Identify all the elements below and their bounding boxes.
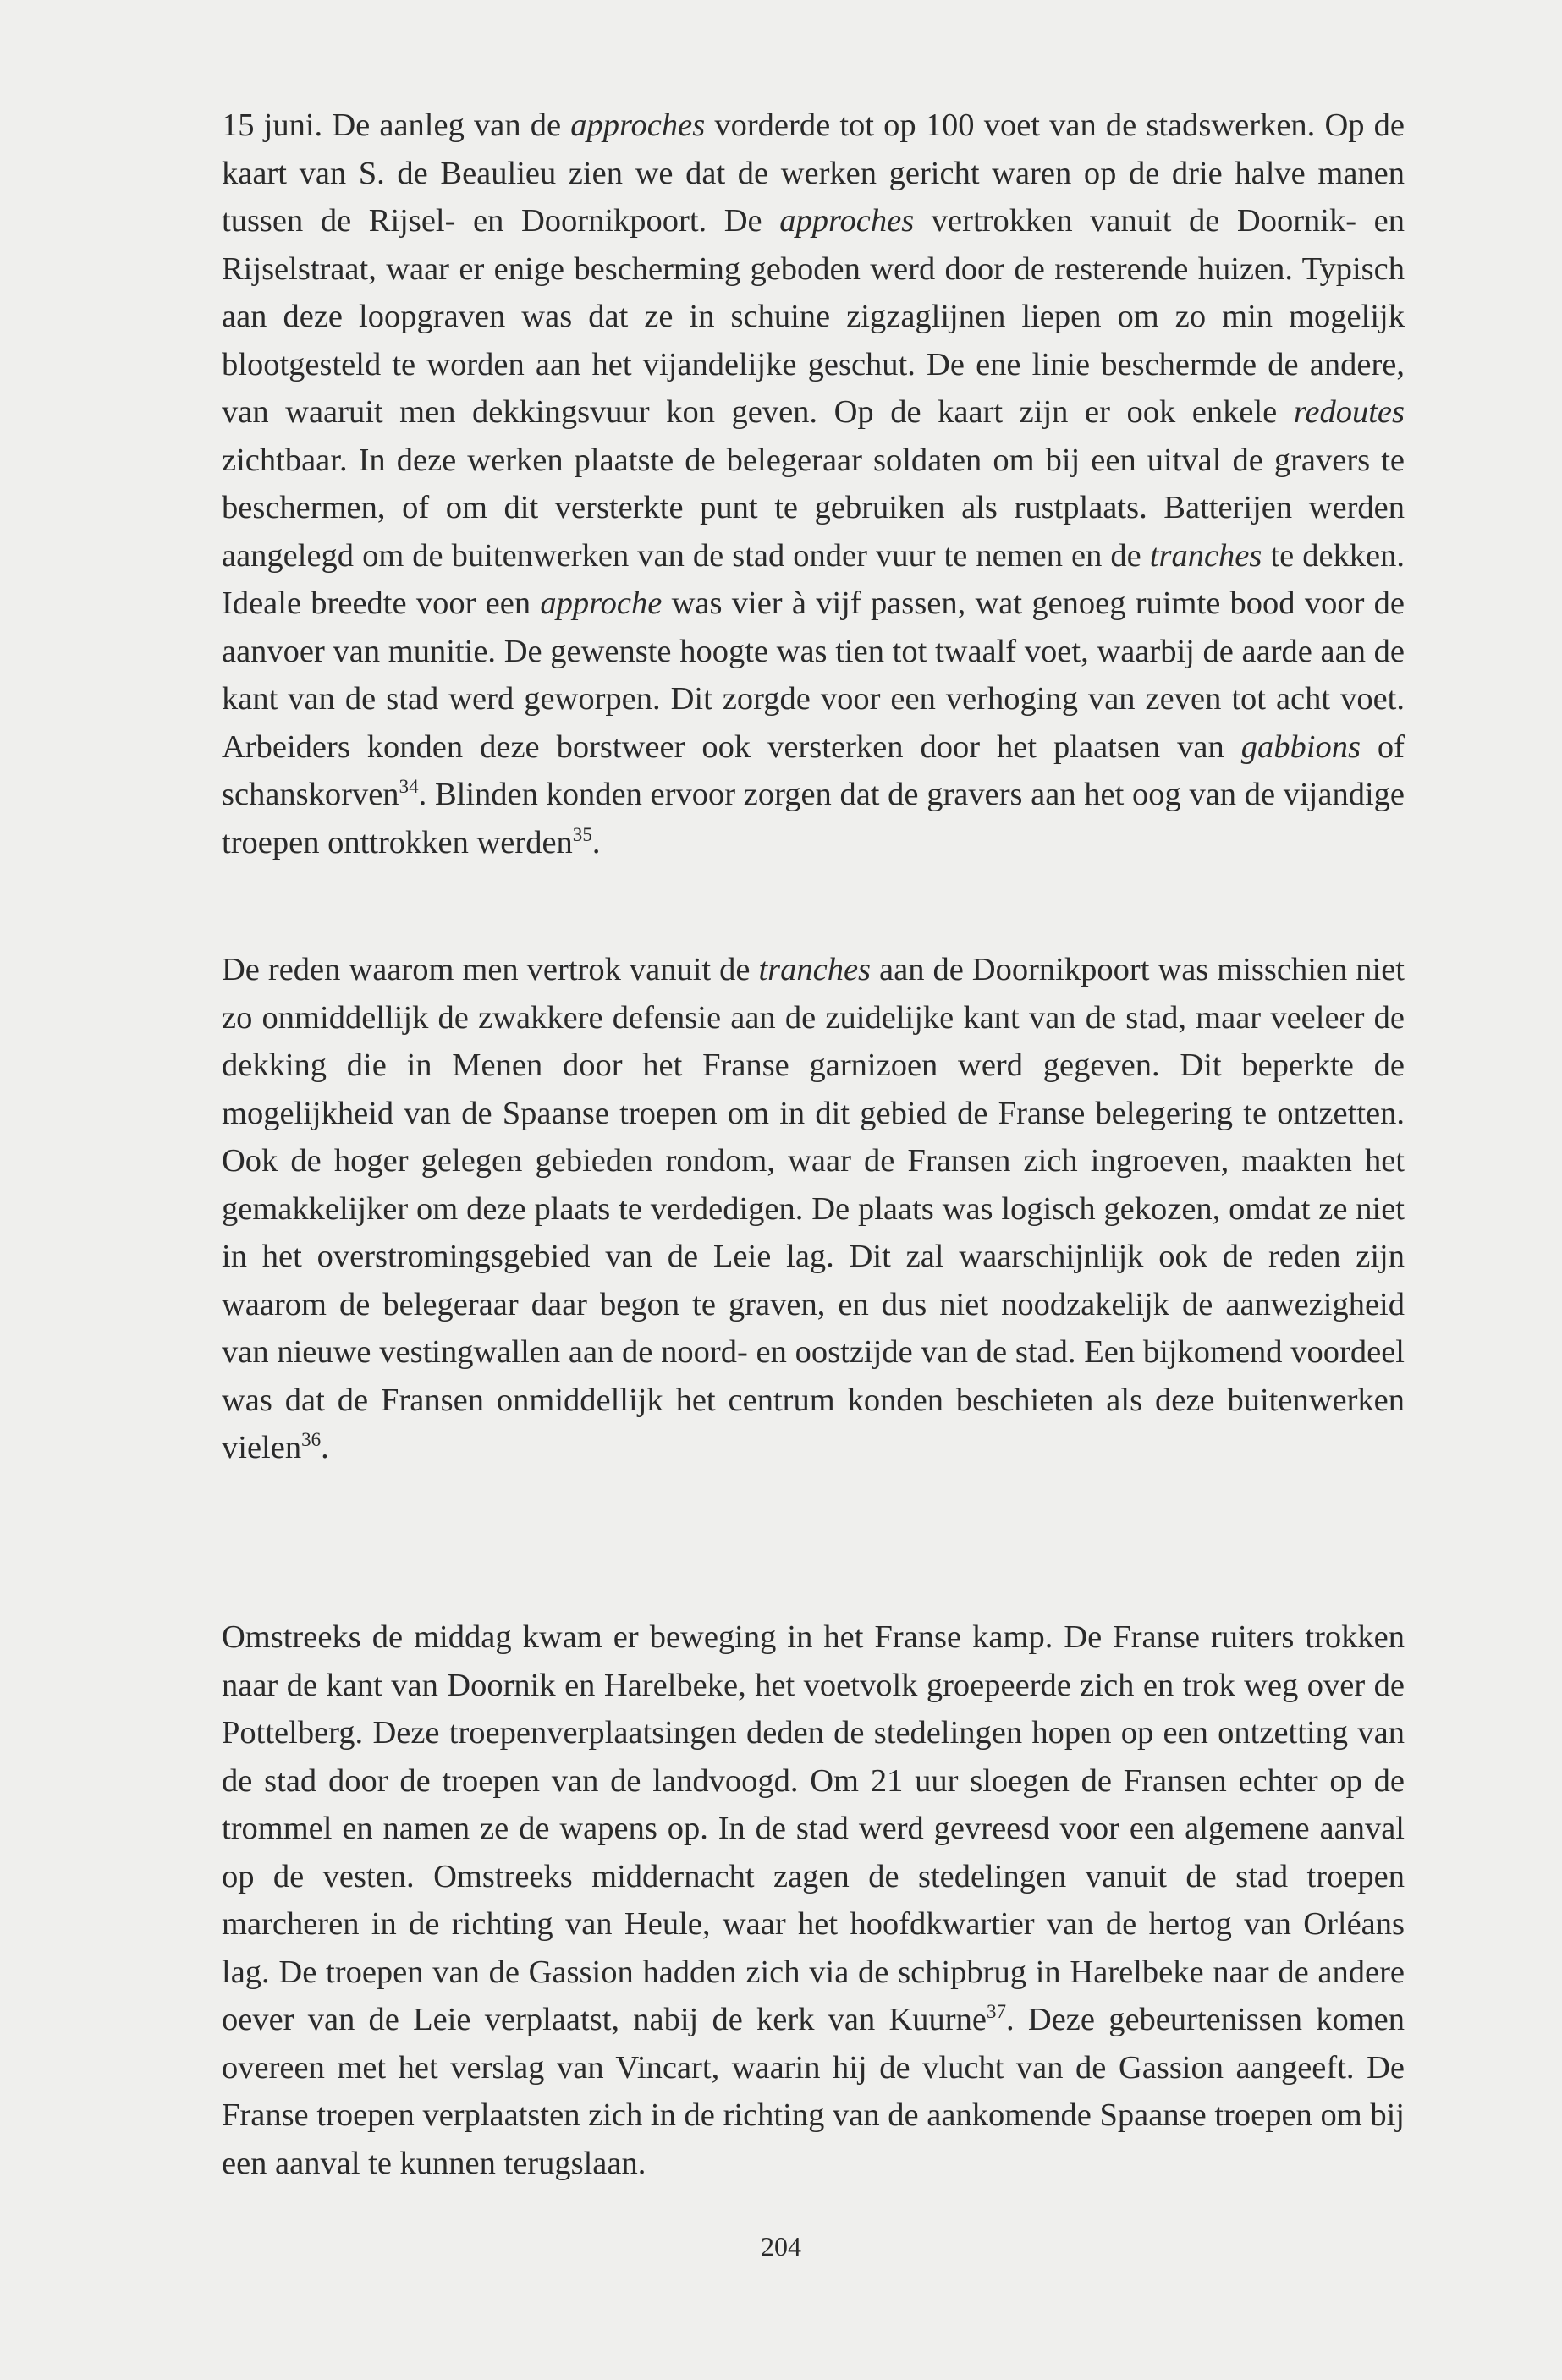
paragraph-text: [222, 102, 1405, 866]
text-run: aan de Doornikpoort was misschien niet zo onmiddellijk de zwakkere defensie aan de zuidelijke kant van de stad, maar veeleer de dekking die in Menen door het Franse garnizoen werd gegeven. Dit beperkte de mogelijkheid van de Spaanse troepen om in dit gebied de Franse belegering te ontzetten. Ook de hoger gelegen gebieden rondom, waar de Fransen zich ingroeven, maakten het gemakkelijker om deze plaats te verdedigen. De plaats was logisch gekozen, omdat ze niet in het overstromingsgebied van de Leie lag. Dit zal waarschijnlijk ook de reden zijn waarom de belegeraar daar begon te graven, en dus niet noodzakelijk de aanwezigheid van nieuwe vestingwallen aan de noord- en oostzijde van de stad. Een bijkomend voordeel was dat de Fransen onmiddellijk het centrum konden beschieten als deze buitenwerken vielen: [222, 952, 1405, 1465]
footnote-ref: 34: [399, 775, 419, 798]
text-run: was vier à vijf passen, wat genoeg ruimte bood voor de aanvoer van munitie. De gewenste hoogte was tien tot twaalf voet, waarbij de aarde aan de kant van de stad werd geworpen. Dit zorgde voor een verhoging van zeven tot acht voet. Arbeiders konden deze borstweer ook versterken door het plaatsen van: [222, 585, 1405, 765]
text-run: .: [591, 824, 601, 860]
text-run: te dekken. Ideale breedte voor een: [222, 537, 1405, 621]
paragraph-1: [222, 102, 1405, 866]
text-run: . Deze gebeurtenissen komen overeen met het verslag van Vincart, waarin hij de vlucht van de Gassion aangeeft. De Franse troepen verplaatsten zich in de richting van de aankomende Spaanse troepen om bij een aanval te kunnen terugslaan.: [222, 2002, 1405, 2181]
italic-term: approches: [570, 107, 706, 143]
text-run: .: [321, 1430, 329, 1465]
italic-term: tranches: [1149, 537, 1262, 574]
text-run: zichtbaar. In deze werken plaatste de belegeraar soldaten om bij een uitval de gravers te beschermen, of om dit versterkte punt te gebruiken als rustplaats. Batterijen werden aangelegd om de buitenwerken van de stad onder vuur te nemen en de: [222, 442, 1405, 574]
italic-term: tranches: [758, 952, 872, 987]
page-number: 204: [761, 2231, 801, 2262]
text-run: vorderde tot op 100 voet van de stadswerken. Op de kaart van S. de Beaulieu zien we dat de werken gericht waren op de drie halve manen tussen de Rijsel- en Doornikpoort. De: [222, 107, 1405, 239]
paragraph-3: [222, 1613, 1405, 2187]
text-run: Omstreeks de middag kwam er beweging in het Franse kamp. De Franse ruiters trokken naar de kant van Doornik en Harelbeke, het voetvolk groepeerde zich en trok weg over de Pottelberg. Deze troepenverplaatsingen deden de stedelingen hopen op een ontzetting van de stad door de troepen van de landvoogd. Om 21 uur sloegen de Fransen echter op de trommel en namen ze de wapens op. In de stad werd gevreesd voor een algemene aanval op de vesten. Omstreeks middernacht zagen de stedelingen vanuit de stad troepen marcheren in de richting van Heule, waar het hoofdkwartier van de hertog van Orléans lag. De troepen van de Gassion hadden zich via de schipbrug in Harelbeke naar de andere oever van de Leie verplaatst, nabij de kerk van Kuurne: [222, 1619, 1405, 2037]
footnote-ref: 35: [572, 822, 592, 845]
text-run: . Blinden konden ervoor zorgen dat de gravers aan het oog van de vijandige troepen onttrokken werden: [222, 777, 1405, 860]
paragraph-2: [222, 946, 1405, 1472]
paragraph-text: [222, 1613, 1405, 2187]
italic-term: gabbions: [1240, 728, 1361, 765]
text-run: vertrokken vanuit de Doornik- en Rijselstraat, waar er enige bescherming geboden werd door de resterende huizen. Typisch aan deze loopgraven was dat ze in schuine zigzaglijnen liepen om zo min mogelijk blootgesteld te worden aan het vijandelijke geschut. De ene linie beschermde de andere, van waaruit men dekkingsvuur kon geven. Op de kaart zijn er ook enkele: [222, 203, 1405, 430]
italic-term: approche: [540, 585, 663, 621]
italic-term: redoutes: [1293, 394, 1405, 430]
text-run: of schanskorven: [222, 728, 1405, 812]
paragraph-text: [222, 946, 1405, 1472]
text-run: De reden waarom men vertrok vanuit de: [222, 952, 759, 987]
italic-term: approches: [779, 203, 915, 239]
footnote-ref: 37: [986, 2000, 1007, 2023]
text-run: 15 juni. De aanleg van de: [222, 107, 571, 143]
footnote-ref: 36: [301, 1428, 322, 1451]
